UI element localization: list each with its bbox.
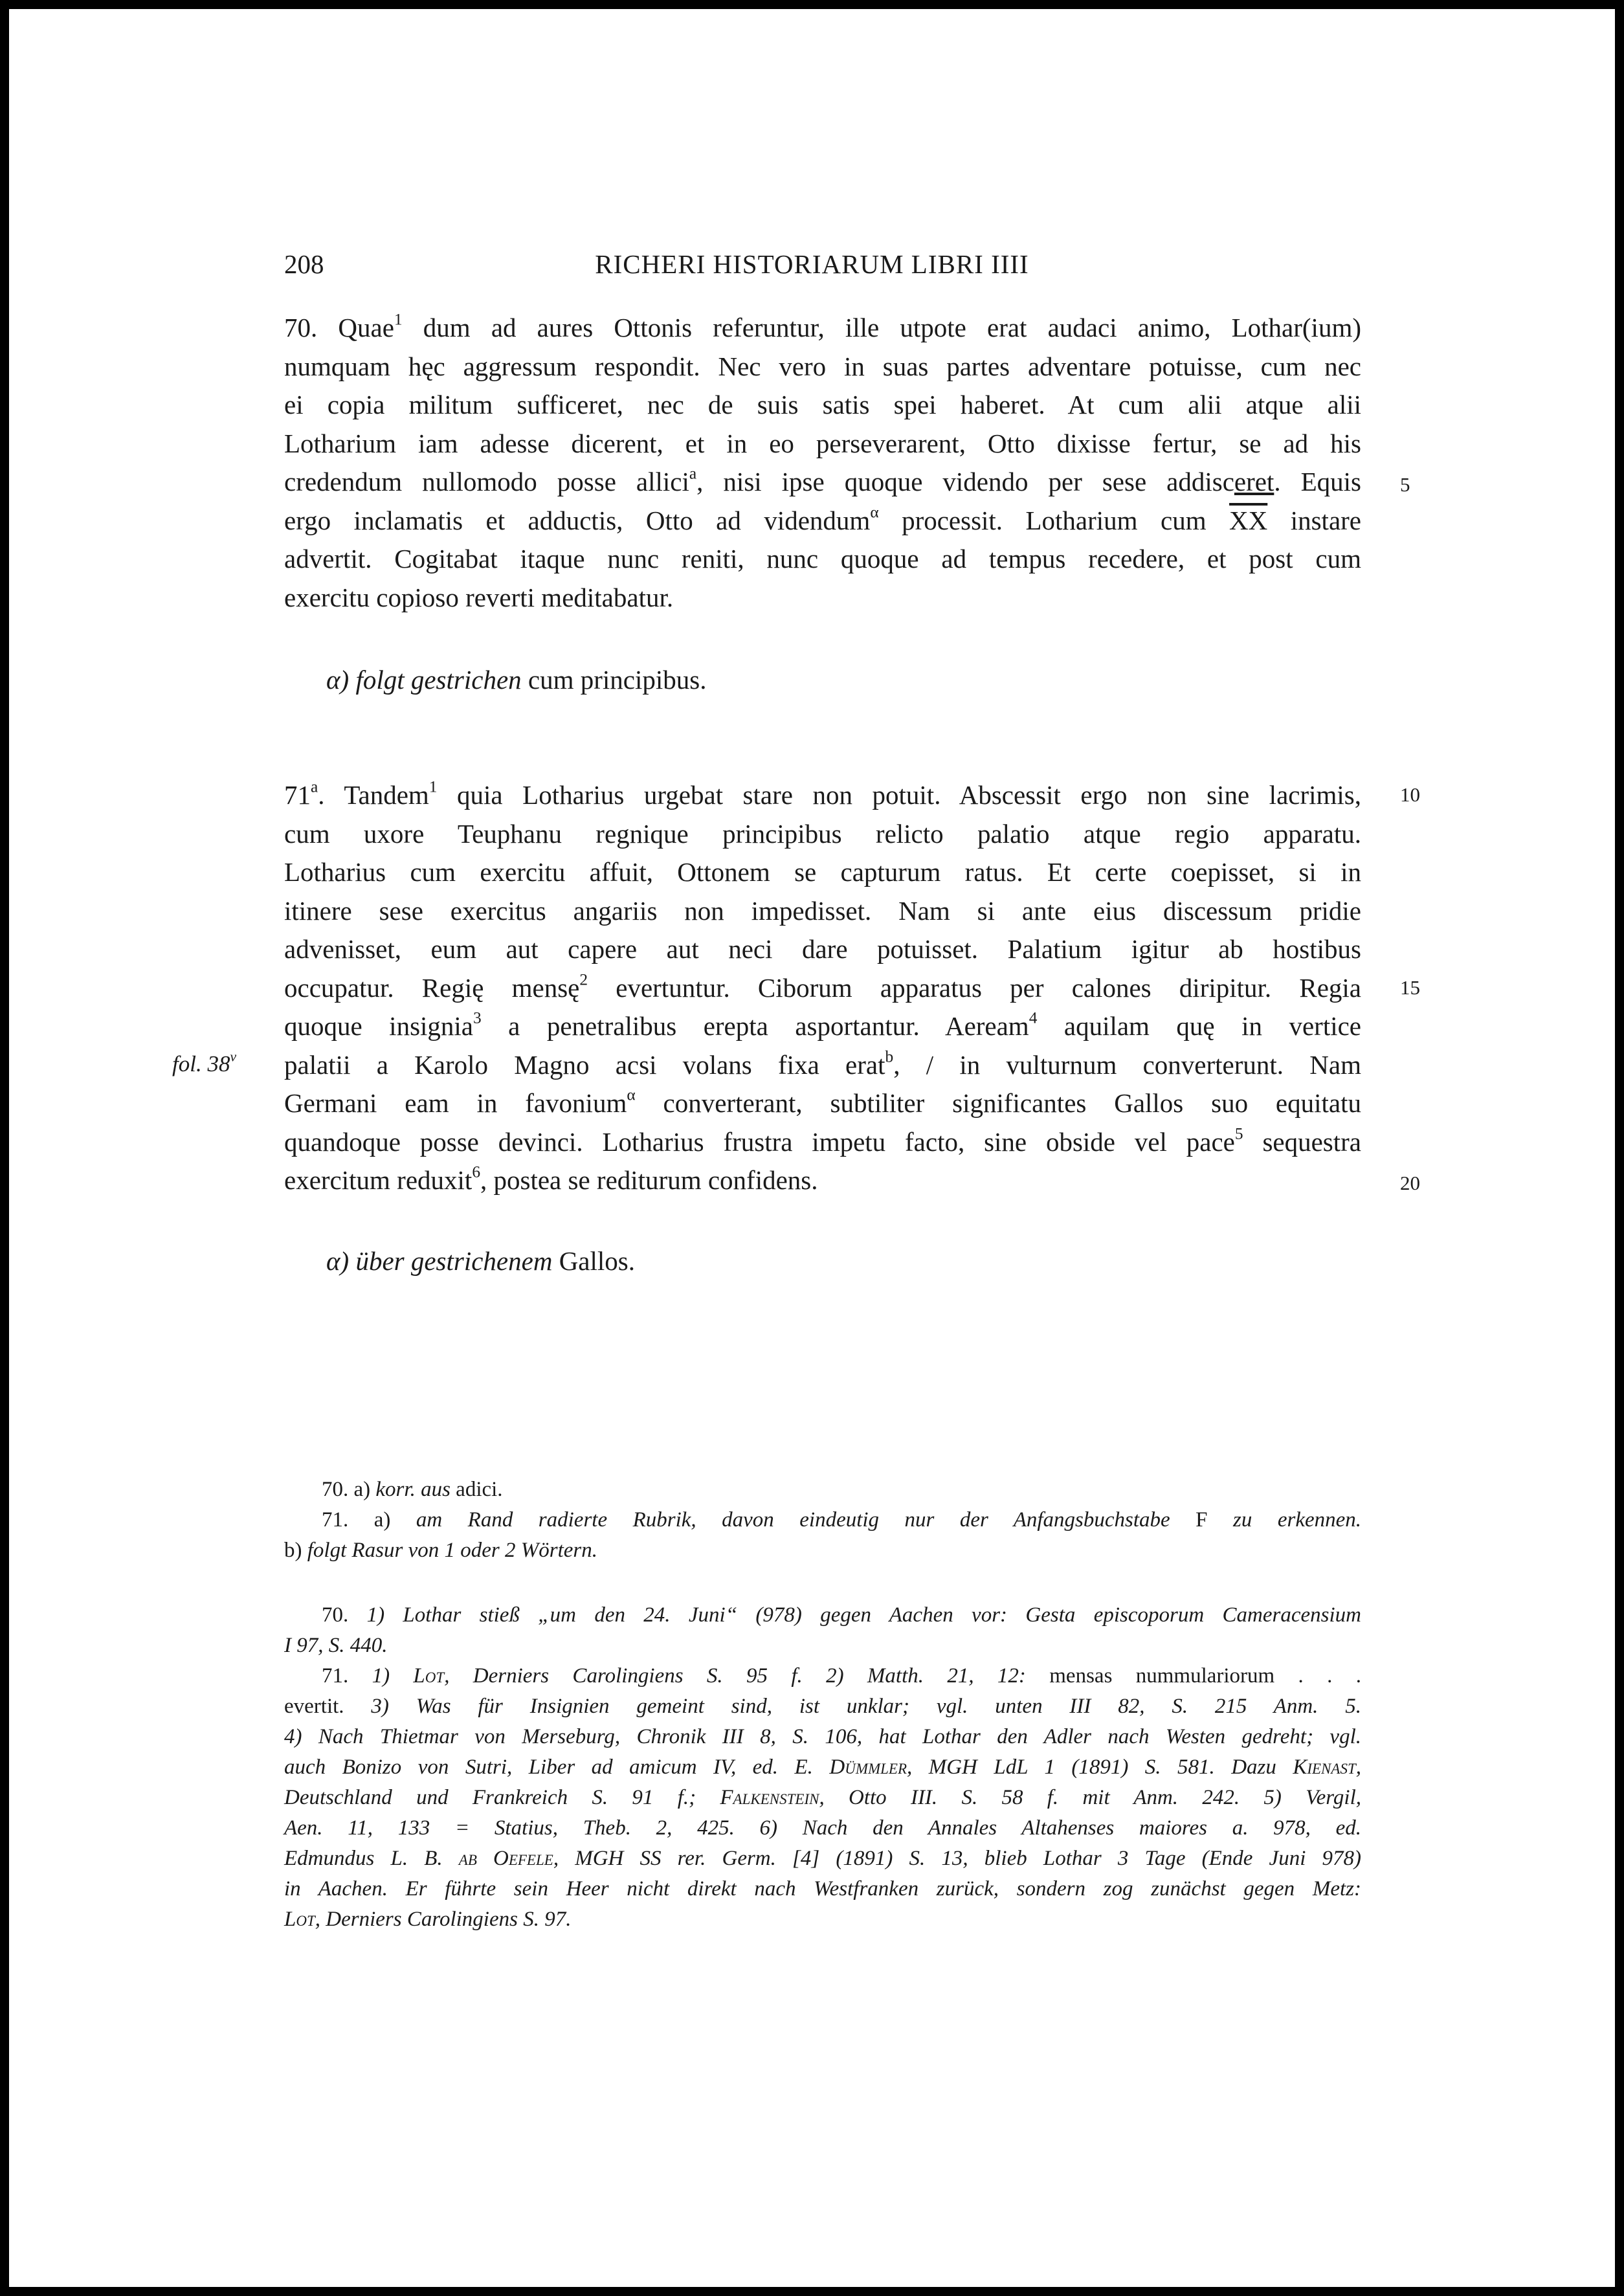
apparatus-entry: b) folgt Rasur von 1 oder 2 Wörtern. — [284, 1539, 597, 1562]
note-line: I 97, S. 440. — [284, 1634, 388, 1657]
note-line: Aen. 11, 133 = Statius, Theb. 2, 425. 6) Nach den Annales Altahenses maiores a. 978, ed. — [284, 1816, 1361, 1840]
variant-note: α) über gestrichenem Gallos. — [326, 1246, 635, 1276]
note-line: 4) Nach Thietmar von Merseburg, Chronik III 8, S. 106, hat Lothar den Adler nach Westen gedreht; vgl. — [284, 1725, 1361, 1748]
apparatus-entry: 71. a) am Rand radierte Rubrik, davon eindeutig nur der Anfangsbuchstabe F zu erkennen. — [322, 1508, 1362, 1532]
chapter-number: 71 — [284, 780, 311, 810]
chapter-70-text: 70. Quae$^1$ dum ad aures Ottonis referuntur, ille utpote erat audaci animo, Lothar(ium) numquam hęc aggressum respondit. Nec vero in suas partes adventare potuisse, cum nec ei copia militum sufficeret, nec de suis satis spei haberet. At cum alii atque alii Lotharium iam adesse dicerent, et in eo perseverarent, Otto dixisse fertur, se ad his credendum nullomodo posse allici$^a$, nisi ipse quoque videndo per sese addisceret. Equis ergo inclamatis et adductis, Otto ad videndum$^\alpha$ processit. Lotharium cum $\overline{XX}$ instare advertit. Cogitabat itaque nunc reniti, nunc quoque ad tempus recedere, et post cum exercitu copioso reverti meditabatur. — [284, 310, 1361, 612]
note-line: auch Bonizo von Sutri, Liber ad amicum IV, ed. E. Dümmler, MGH LdL 1 (1891) S. 581. Dazu Kienast, — [284, 1755, 1361, 1779]
book-page — [9, 9, 1615, 2287]
note-line: Edmundus L. B. ab Oefele, MGH SS rer. Germ. [4] (1891) S. 13, blieb Lothar 3 Tage (Ende Juni 978) — [284, 1847, 1361, 1870]
line-number: 5 — [1400, 473, 1410, 496]
line-number: 10 — [1400, 783, 1420, 806]
note-line: evertit. 3) Was für Insignien gemeint sind, ist unklar; vgl. unten III 82, S. 215 Anm. 5. — [284, 1695, 1362, 1718]
note-line: in Aachen. Er führte sein Heer nicht direkt nach Westfranken zurück, sondern zog zunächst gegen Metz: — [284, 1877, 1361, 1900]
line-number: 20 — [1400, 1172, 1420, 1194]
commentary-notes — [284, 1600, 1361, 1935]
chapter-71-text: 71$^a$. Tandem$^1$ quia Lotharius urgebat stare non potuit. Abscessit ergo non sine lacrimis, cum uxore Teuphanu regnique principibus relicto palatio atque regio apparatu. Lotharius cum exercitu affuit, Ottonem se capturum ratus. Et certe coepisset, si in itinere sese exercitus angariis non impedisset. Nam si ante eius discessum pridie advenisset, eum aut capere aut neci dare potuisset. Palatium igitur ab hostibus occupatur. Regię mensę$^2$ evertuntur. Ciborum apparatus per calones diripitur. Regia quoque insignia$^3$ a penetralibus erepta asportantur. Aeream$^4$ aquilam quę in vertice palatii a Karolo Magno acsi volans fixa erat$^b$, / in vulturnum converterunt. Nam Germani eam in favonium$^\alpha$ converterant, subtiliter significantes Gallos suo equitatu quandoque posse devinci. Lotharius frustra impetu facto, sine obside vel pace$^5$ sequestra exercitum reduxit$^6$, postea se rediturum confidens. — [284, 777, 1361, 1195]
note-line: 71. 1) Lot, Derniers Carolingiens S. 95 f. 2) Matth. 21, 12: mensas nummulariorum . . . — [322, 1664, 1361, 1688]
note-line: 70. 1) Lothar stieß „um den 24. Juni“ (978) gegen Aachen vor: Gesta episcoporum Cameracensium — [322, 1603, 1361, 1627]
chapter-number: 70. — [284, 313, 318, 342]
apparatus-entry: 70. a) korr. aus adici. — [322, 1478, 503, 1501]
text-apparatus — [284, 1475, 1361, 1566]
page-number: 208 — [284, 249, 324, 279]
folio-marker: fol. 38$^v$ — [172, 1049, 237, 1076]
running-title: RICHERI HISTORIARUM LIBRI IIII — [595, 249, 1029, 279]
line-number: 15 — [1400, 976, 1420, 999]
note-line: Lot, Derniers Carolingiens S. 97. — [284, 1908, 572, 1931]
note-line: Deutschland und Frankreich S. 91 f.; Falkenstein, Otto III. S. 58 f. mit Anm. 242. 5) Vergil, — [284, 1786, 1361, 1809]
variant-note: α) folgt gestrichen cum principibus. — [326, 665, 707, 695]
